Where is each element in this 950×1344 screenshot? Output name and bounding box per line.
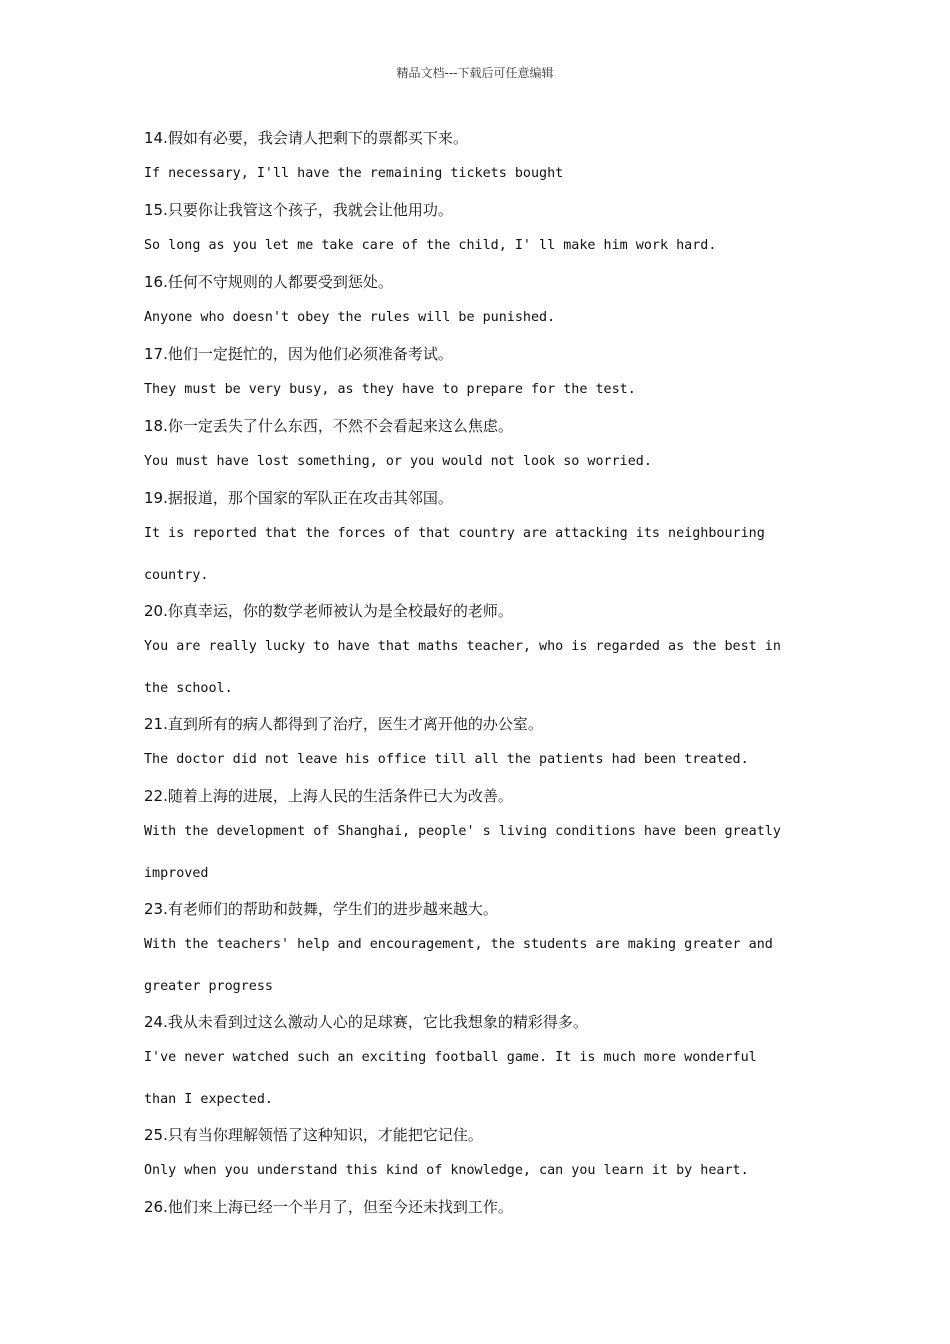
english-translation-line2: improved: [144, 866, 209, 881]
chinese-sentence: 15.只要你让我管这个孩子，我就会让他用功。: [144, 201, 453, 219]
sentence-item-25: [144, 1117, 808, 1189]
sentence-item-20: [144, 593, 808, 706]
english-translation-line2: greater progress: [144, 979, 273, 994]
chinese-sentence: 25.只有当你理解领悟了这种知识，才能把它记住。: [144, 1126, 483, 1144]
english-translation-line1: With the teachers' help and encouragement, the students are making greater and: [144, 937, 773, 952]
page-header: 精品文档---下载后可任意编辑: [396, 66, 554, 80]
chinese-sentence: 16.任何不守规则的人都要受到惩处。: [144, 273, 393, 291]
chinese-sentence: 26.他们来上海已经一个半月了，但至今还未找到工作。: [144, 1198, 513, 1216]
english-translation-line1: It is reported that the forces of that country are attacking its neighbouring: [144, 526, 765, 541]
sentence-item-22: [144, 778, 808, 891]
english-translation-line2: country.: [144, 568, 209, 583]
chinese-sentence: 14.假如有必要，我会请人把剩下的票都买下来。: [144, 129, 468, 147]
english-translation-line1: I've never watched such an exciting football game. It is much more wonderful: [144, 1050, 757, 1065]
sentence-item-21: [144, 706, 808, 778]
english-translation: Anyone who doesn't obey the rules will be punished.: [144, 310, 556, 325]
english-translation-line1: With the development of Shanghai, people' s living conditions have been greatly: [144, 824, 781, 839]
sentence-item-17: [144, 336, 808, 408]
english-translation: The doctor did not leave his office till all the patients had been treated.: [144, 752, 749, 767]
sentence-item-24: [144, 1004, 808, 1117]
sentence-item-15: [144, 192, 808, 264]
chinese-sentence: 21.直到所有的病人都得到了治疗，医生才离开他的办公室。: [144, 715, 543, 733]
english-translation-line2: the school.: [144, 681, 233, 696]
chinese-sentence: 23.有老师们的帮助和鼓舞，学生们的进步越来越大。: [144, 900, 498, 918]
english-translation: You must have lost something, or you would not look so worried.: [144, 454, 652, 469]
sentence-item-19: [144, 480, 808, 593]
chinese-sentence: 20.你真幸运，你的数学老师被认为是全校最好的老师。: [144, 602, 513, 620]
sentence-item-23: [144, 891, 808, 1004]
english-translation: They must be very busy, as they have to prepare for the test.: [144, 382, 636, 397]
english-translation: If necessary, I'll have the remaining tickets bought: [144, 166, 564, 181]
sentence-item-16: [144, 264, 808, 336]
chinese-sentence: 17.他们一定挺忙的，因为他们必须准备考试。: [144, 345, 453, 363]
english-translation-line1: You are really lucky to have that maths teacher, who is regarded as the best in: [144, 639, 781, 654]
chinese-sentence: 24.我从未看到过这么激动人心的足球赛，它比我想象的精彩得多。: [144, 1013, 588, 1031]
sentence-item-26: [144, 1189, 808, 1225]
document-body: [144, 120, 808, 1225]
chinese-sentence: 19.据报道，那个国家的军队正在攻击其邻国。: [144, 489, 453, 507]
english-translation: Only when you understand this kind of knowledge, can you learn it by heart.: [144, 1163, 749, 1178]
chinese-sentence: 22.随着上海的进展，上海人民的生活条件已大为改善。: [144, 787, 513, 805]
chinese-sentence: 18.你一定丢失了什么东西，不然不会看起来这么焦虑。: [144, 417, 513, 435]
english-translation-line2: than I expected.: [144, 1092, 273, 1107]
sentence-item-18: [144, 408, 808, 480]
sentence-item-14: [144, 120, 808, 192]
english-translation: So long as you let me take care of the child, I' ll make him work hard.: [144, 238, 717, 253]
